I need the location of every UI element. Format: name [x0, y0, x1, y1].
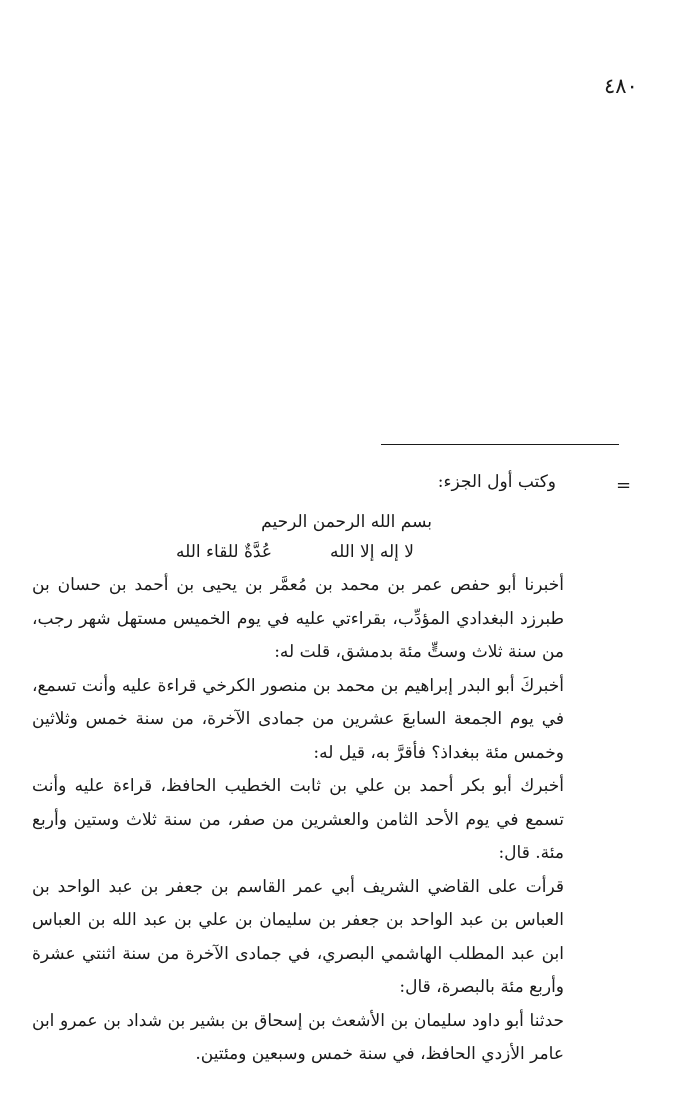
basmala-line: بسم الله الرحمن الرحيم: [261, 511, 432, 532]
footnote-block: [32, 466, 564, 1072]
isnad-paragraph-3: أخبرك أبو بكر أحمد بن علي بن ثابت الخطيب الحافظ، قراءة عليه وأنت تسمع في يوم الأحد الثامن والعشرين من صفر، من سنة ثلاث وستين وأربع مئة. قال:: [32, 776, 564, 863]
footnote-separator-rule: [381, 444, 619, 445]
footnote-intro: وكتب أول الجزء:: [437, 472, 556, 492]
spacer: [272, 539, 330, 565]
motto-text: عُدَّةٌ للقاء الله: [175, 542, 272, 562]
footnote-continuation-marker: =: [616, 475, 632, 496]
shahada-row: [32, 539, 564, 565]
isnad-paragraph-1: أخبرنا أبو حفص عمر بن محمد بن مُعمَّر بن يحيى بن أحمد بن حسان بن طبرزد البغدادي المؤدِّب، بقراءتي عليه في يوم الخميس مستهل شهر رجب، من سنة ثلاث وستٍّ مئة بدمشق، قلت له:: [32, 575, 564, 662]
page-number: ٤٨٠: [604, 74, 638, 98]
shahada-text: لا إله إلا الله: [330, 542, 414, 562]
isnad-paragraph-5: حدثنا أبو داود سليمان بن الأشعث بن إسحاق بن بشير بن شداد بن عمرو ابن عامر الأزدي الحافظ، في سنة خمس وسبعين ومئتين.: [32, 1010, 564, 1064]
isnad-paragraph-4: قرأت على القاضي الشريف أبي عمر القاسم بن جعفر بن عبد الواحد بن العباس بن عبد الواحد بن جعفر بن سليمان بن علي بن عبد الله بن العباس ابن عبد المطلب الهاشمي البصري، في جمادى الآخرة من سنة اثنتي عشرة وأربع مئة بالبصرة، قال:: [32, 876, 564, 997]
isnad-paragraph-2: أخبركَ أبو البدر إبراهيم بن محمد بن منصور الكرخي قراءة عليه وأنت تسمع، في يوم الجمعة السابعَ عشرين من جمادى الآخرة، من سنة خمس وثلاثين وخمس مئة ببغداذ؟ فأقرَّ به، قيل له:: [32, 675, 564, 763]
